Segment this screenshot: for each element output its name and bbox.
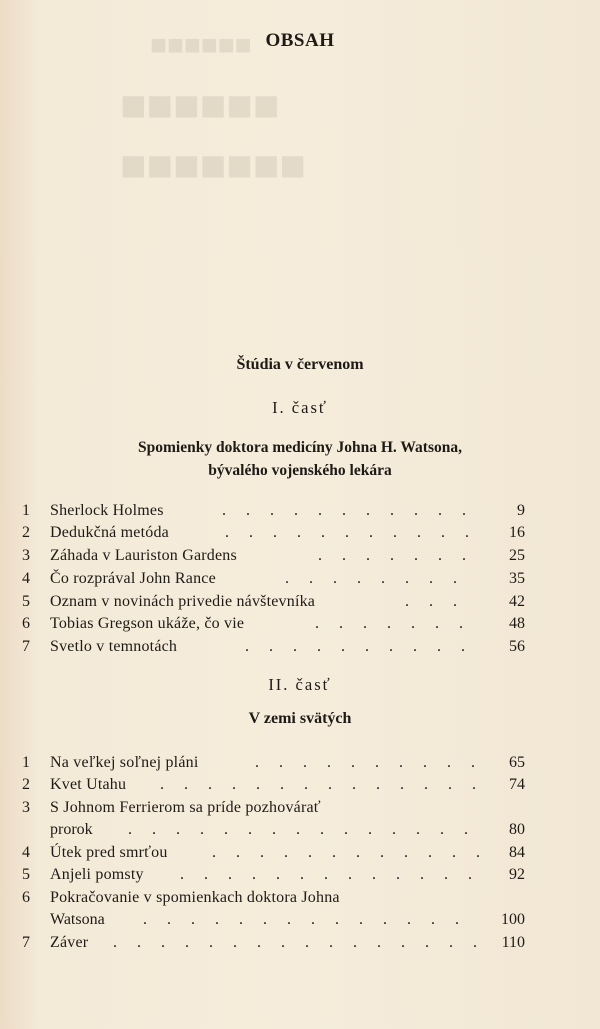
chapter-number: 7 [22, 638, 30, 655]
chapter-page: 35 [509, 570, 525, 587]
dot-leader: . . . . . . . . . . . . . . . . [113, 934, 485, 951]
dot-leader: . . . . . . . . . . . . . [180, 866, 480, 883]
chapter-title: Záver [50, 934, 89, 951]
chapter-page: 42 [509, 593, 525, 610]
chapter-title: Anjeli pomsty [50, 866, 144, 883]
dot-leader: . . . . . . . . . . . . . . . [128, 821, 476, 838]
toc-row[interactable] [0, 796, 600, 820]
dot-leader: . . . . . . . . . . . [225, 524, 477, 541]
dot-leader: . . . . . . . . . . . . . . [143, 911, 467, 928]
chapter-number: 1 [22, 502, 30, 519]
chapter-number: 2 [22, 776, 30, 793]
chapter-title: Tobias Gregson ukáže, čo vie [50, 615, 245, 632]
chapter-page: 110 [501, 934, 525, 951]
chapter-title: Oznam v novinách privedie návštevníka [50, 593, 316, 610]
chapter-number: 6 [22, 889, 30, 906]
part2-title: V zemi svätých [248, 710, 352, 727]
page-title: OBSAH [265, 30, 335, 51]
toc-row[interactable] [0, 751, 600, 775]
dot-leader: . . . . . . . . . . . . . . [160, 776, 484, 793]
toc-row[interactable] [0, 863, 600, 887]
chapter-title-continuation: prorok [50, 821, 93, 838]
chapter-title: Útek pred smrťou [50, 844, 168, 861]
chapter-number: 7 [22, 934, 30, 951]
toc-row-continuation[interactable] [0, 908, 600, 932]
dot-leader: . . . . . . . . . . . . [212, 844, 488, 861]
toc-row[interactable] [0, 635, 600, 659]
chapter-page: 84 [509, 844, 525, 861]
chapter-title: Čo rozprával John Rance [50, 570, 216, 587]
dot-leader: . . . . . . . . . . [245, 638, 473, 655]
chapter-title-continuation: Watsona [50, 911, 105, 928]
toc-row[interactable] [0, 521, 600, 545]
dot-leader: . . . . . . . [315, 615, 471, 632]
toc-row[interactable] [0, 612, 600, 636]
chapter-number: 2 [22, 524, 30, 541]
dot-leader: . . . . . . . . [285, 570, 465, 587]
chapter-title: Sherlock Holmes [50, 502, 164, 519]
toc-row[interactable] [0, 499, 600, 523]
chapter-number: 3 [22, 547, 30, 564]
part1-subtitle-line2: bývalého vojenského lekára [208, 462, 392, 479]
toc-row[interactable] [0, 841, 600, 865]
toc-row[interactable] [0, 886, 600, 910]
chapter-title: S Johnom Ferrierom sa príde pozhovárať [50, 799, 321, 816]
chapter-number: 4 [22, 570, 30, 587]
part1-subtitle-line1: Spomienky doktora medicíny Johna H. Watsona, [138, 439, 462, 456]
chapter-page: 74 [509, 776, 525, 793]
chapter-number: 6 [22, 615, 30, 632]
part1-title: Štúdia v červenom [236, 356, 364, 373]
chapter-number: 5 [22, 866, 30, 883]
dot-leader: . . . . . . . [318, 547, 474, 564]
chapter-page: 48 [509, 615, 525, 632]
chapter-title: Záhada v Lauriston Gardens [50, 547, 237, 564]
chapter-title: Na veľkej soľnej pláni [50, 754, 199, 771]
chapter-title: Dedukčná metóda [50, 524, 169, 541]
toc-row-continuation[interactable] [0, 818, 600, 842]
dot-leader: . . . . . . . . . . [255, 754, 483, 771]
chapter-number: 3 [22, 799, 30, 816]
chapter-number: 1 [22, 754, 30, 771]
toc-row[interactable] [0, 544, 600, 568]
chapter-page: 65 [509, 754, 525, 771]
toc-row[interactable] [0, 567, 600, 591]
toc-row[interactable] [0, 773, 600, 797]
show-through-from-reverse-page: ■■■■■■ ■■■■■■ ■■■■■■■ [120, 30, 307, 190]
chapter-number: 5 [22, 593, 30, 610]
toc-row[interactable] [0, 931, 600, 955]
chapter-page: 9 [517, 502, 525, 519]
dot-leader: . . . [405, 593, 465, 610]
chapter-page: 100 [501, 911, 525, 928]
part1-label: I. časť [272, 398, 328, 417]
toc-row[interactable] [0, 590, 600, 614]
chapter-page: 16 [509, 524, 525, 541]
chapter-page: 25 [509, 547, 525, 564]
chapter-title: Kvet Utahu [50, 776, 127, 793]
part2-label: II. časť [268, 675, 332, 694]
chapter-title: Pokračovanie v spomienkach doktora Johna [50, 889, 340, 906]
chapter-page: 56 [509, 638, 525, 655]
chapter-title: Svetlo v temnotách [50, 638, 178, 655]
chapter-page: 80 [509, 821, 525, 838]
chapter-page: 92 [509, 866, 525, 883]
dot-leader: . . . . . . . . . . . [222, 502, 474, 519]
chapter-number: 4 [22, 844, 30, 861]
